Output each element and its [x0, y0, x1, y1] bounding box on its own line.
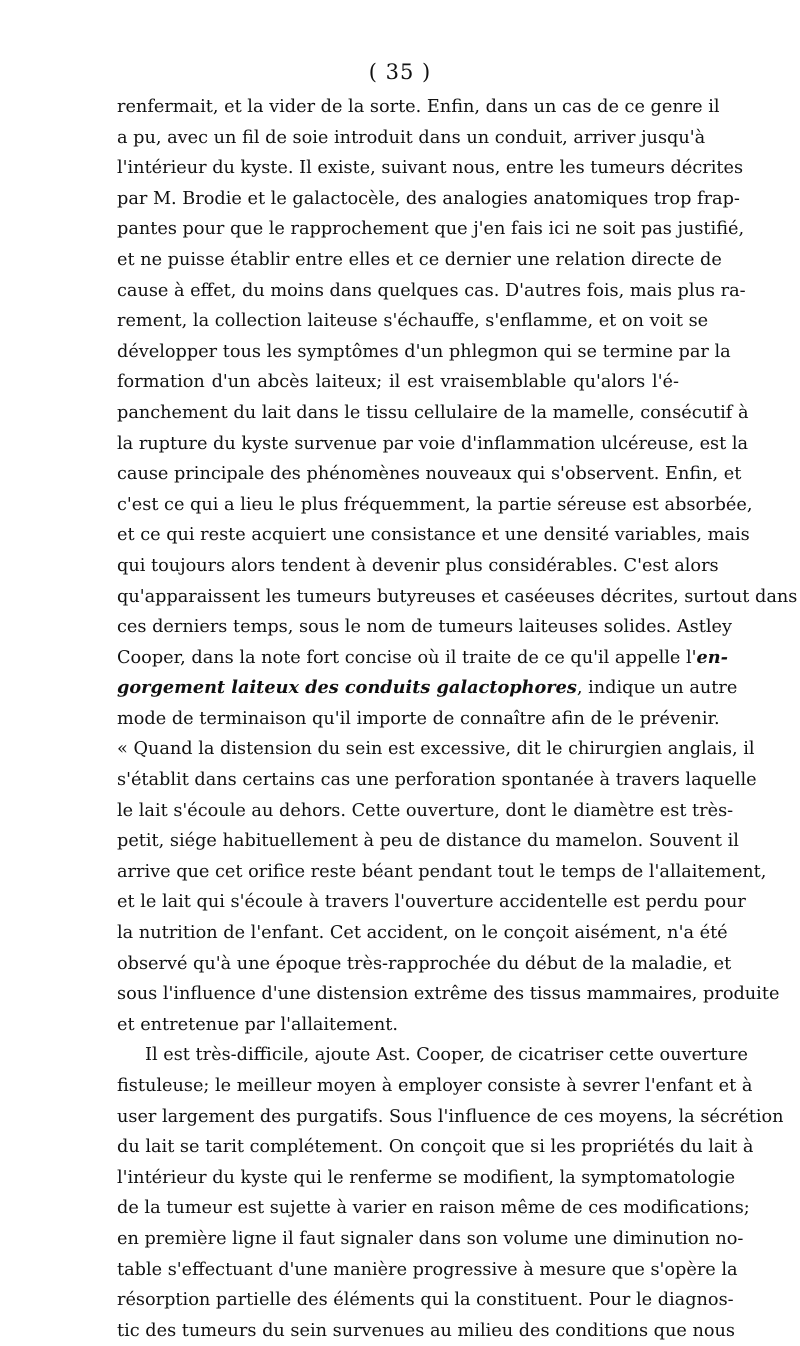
text-line: pantes pour que le rapprochement que j'en fais ici ne soit pas justifié, [117, 219, 745, 240]
text-line: par M. Brodie et le galactocèle, des analogies anatomiques trop frap- [117, 188, 740, 209]
text-line: en première ligne il faut signaler dans son volume une diminution no- [117, 1228, 744, 1249]
text-line: et ce qui reste acquiert une consistance et une densité variables, mais [117, 525, 750, 546]
text-line: la rupture du kyste survenue par voie d'inflammation ulcéreuse, est la [117, 433, 749, 454]
text-line: c'est ce qui a lieu le plus fréquemment, la partie séreuse est absorbée, [117, 494, 753, 515]
text-line: qui toujours alors tendent à devenir plus considérables. C'est alors [117, 555, 719, 576]
body-text [117, 92, 798, 1346]
text-line: du lait se tarit complétement. On conçoit que si les propriétés du lait à [117, 1137, 754, 1158]
text-line: de la tumeur est sujette à varier en raison même de ces modifications; [117, 1198, 750, 1219]
text-line: mode de terminaison qu'il importe de connaître afin de le prévenir. [117, 708, 720, 729]
text-line: fistuleuse; le meilleur moyen à employer consiste à sevrer l'enfant et à [117, 1076, 753, 1096]
text-line: ces derniers temps, sous le nom de tumeurs laiteuses solides. Astley [117, 617, 732, 638]
text-line: la nutrition de l'enfant. Cet accident, on le conçoit aisément, n'a été [117, 923, 728, 944]
text-line: observé qu'à une époque très-rapprochée du début de la maladie, et [117, 953, 732, 974]
text-line: tic des tumeurs du sein survenues au milieu des conditions que nous [117, 1320, 735, 1341]
text-line: développer tous les symptômes d'un phlegmon qui se termine par la [117, 341, 731, 362]
page-number: ( 35 ) [368, 60, 432, 84]
text-line: petit, siége habituellement à peu de distance du mamelon. Souvent il [117, 831, 739, 852]
text-line [117, 673, 738, 704]
text-line: a pu, avec un fil de soie introduit dans un conduit, arriver jusqu'à [117, 127, 706, 148]
text-segment: , indique un autre [576, 678, 738, 699]
text-line: qu'apparaissent les tumeurs butyreuses et caséeuses décrites, surtout dans [117, 586, 798, 607]
text-line: cause principale des phénomènes nouveaux qui s'observent. Enfin, et [117, 464, 742, 485]
text-line: user largement des purgatifs. Sous l'influence de ces moyens, la sécrétion [117, 1106, 784, 1127]
text-line: arrive que cet orifice reste béant pendant tout le temps de l'allaitement, [117, 861, 767, 882]
text-line: sous l'influence d'une distension extrême des tissus mammaires, produite [117, 984, 780, 1005]
italic-term: en- [696, 646, 728, 668]
text-segment: Cooper, dans la note fort concise où il traite de ce qu'il appelle l' [117, 647, 697, 668]
text-line: formation d'un abcès laiteux; il est vraisemblable qu'alors l'é- [117, 372, 679, 393]
text-line: Il est très-difficile, ajoute Ast. Cooper, de cicatriser cette ouverture [145, 1045, 748, 1066]
text-line: rement, la collection laiteuse s'échauffe, s'enflamme, et on voit se [117, 311, 709, 332]
text-line: l'intérieur du kyste qui le renferme se modifient, la symptomatologie [117, 1167, 736, 1188]
text-line: panchement du lait dans le tissu cellulaire de la mamelle, consécutif à [117, 402, 749, 423]
text-line: renfermait, et la vider de la sorte. Enfin, dans un cas de ce genre il [117, 97, 720, 117]
text-line: le lait s'écoule au dehors. Cette ouverture, dont le diamètre est très- [117, 800, 734, 821]
text-line: s'établit dans certains cas une perforation spontanée à travers laquelle [117, 770, 757, 791]
text-line [117, 643, 728, 674]
italic-term: gorgement laiteux des conduits galactophores [117, 677, 577, 699]
text-line: cause à effet, du moins dans quelques cas. D'autres fois, mais plus ra- [117, 280, 746, 301]
text-line: « Quand la distension du sein est excessive, dit le chirurgien anglais, il [117, 739, 755, 760]
text-line: et ne puisse établir entre elles et ce dernier une relation directe de [117, 249, 722, 270]
text-line: et entretenue par l'allaitement. [117, 1014, 398, 1035]
text-line: résorption partielle des éléments qui la constituent. Pour le diagnos- [117, 1290, 734, 1311]
text-line: table s'effectuant d'une manière progressive à mesure que s'opère la [117, 1259, 738, 1280]
text-line: et le lait qui s'écoule à travers l'ouverture accidentelle est perdu pour [117, 892, 746, 913]
text-line: l'intérieur du kyste. Il existe, suivant nous, entre les tumeurs décrites [117, 158, 744, 179]
